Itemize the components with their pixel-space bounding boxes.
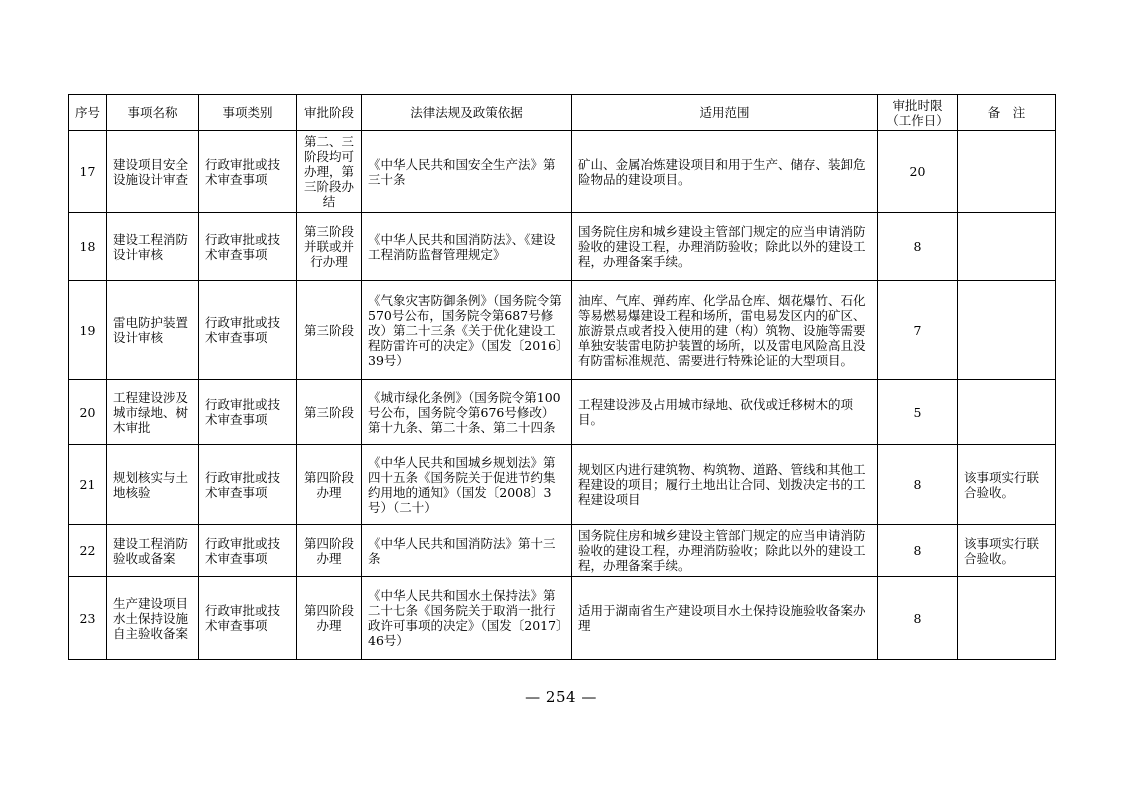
cell-name: 工程建设涉及城市绿地、树木审批 bbox=[107, 380, 199, 445]
cell-category: 行政审批或技术审查事项 bbox=[199, 281, 297, 380]
cell-time: 8 bbox=[878, 577, 958, 660]
table-row bbox=[69, 525, 1056, 577]
cell-time: 8 bbox=[878, 525, 958, 577]
header-basis: 法律法规及政策依据 bbox=[362, 95, 572, 131]
cell-seq: 23 bbox=[69, 577, 107, 660]
table-row bbox=[69, 445, 1056, 525]
cell-notes bbox=[958, 213, 1056, 281]
cell-category: 行政审批或技术审查事项 bbox=[199, 380, 297, 445]
cell-time: 5 bbox=[878, 380, 958, 445]
cell-notes bbox=[958, 380, 1056, 445]
cell-stage: 第三阶段 bbox=[297, 380, 362, 445]
cell-basis: 《中华人民共和国水土保持法》第二十七条《国务院关于取消一批行政许可事项的决定》（国发〔2017〕46号） bbox=[362, 577, 572, 660]
cell-name: 规划核实与土地核验 bbox=[107, 445, 199, 525]
cell-basis: 《中华人民共和国消防法》、《建设工程消防监督管理规定》 bbox=[362, 213, 572, 281]
cell-scope: 国务院住房和城乡建设主管部门规定的应当申请消防验收的建设工程，办理消防验收；除此以外的建设工程，办理备案手续。 bbox=[572, 525, 878, 577]
cell-name: 建设工程消防设计审核 bbox=[107, 213, 199, 281]
table-row bbox=[69, 380, 1056, 445]
cell-scope: 油库、气库、弹药库、化学品仓库、烟花爆竹、石化等易燃易爆建设工程和场所，雷电易发区内的矿区、旅游景点或者投入使用的建（构）筑物、设施等需要单独安装雷电防护装置的场所，以及雷电风险高且没有防雷标准规范、需要进行特殊论证的大型项目。 bbox=[572, 281, 878, 380]
cell-stage: 第二、三阶段均可办理，第三阶段办结 bbox=[297, 131, 362, 213]
cell-basis: 《城市绿化条例》（国务院令第100号公布，国务院令第676号修改）第十九条、第二十条、第二十四条 bbox=[362, 380, 572, 445]
cell-category: 行政审批或技术审查事项 bbox=[199, 525, 297, 577]
cell-stage: 第三阶段 bbox=[297, 281, 362, 380]
header-scope: 适用范围 bbox=[572, 95, 878, 131]
table-row bbox=[69, 281, 1056, 380]
cell-category: 行政审批或技术审查事项 bbox=[199, 213, 297, 281]
cell-stage: 第四阶段办理 bbox=[297, 445, 362, 525]
table-row bbox=[69, 131, 1056, 213]
cell-notes bbox=[958, 577, 1056, 660]
header-seq: 序号 bbox=[69, 95, 107, 131]
cell-time: 8 bbox=[878, 213, 958, 281]
cell-basis: 《中华人民共和国消防法》第十三条 bbox=[362, 525, 572, 577]
cell-seq: 19 bbox=[69, 281, 107, 380]
cell-seq: 22 bbox=[69, 525, 107, 577]
approval-items-table bbox=[68, 94, 1056, 660]
cell-notes: 该事项实行联合验收。 bbox=[958, 525, 1056, 577]
cell-stage: 第四阶段办理 bbox=[297, 577, 362, 660]
header-time: 审批时限（工作日） bbox=[878, 95, 958, 131]
cell-name: 雷电防护装置设计审核 bbox=[107, 281, 199, 380]
cell-time: 20 bbox=[878, 131, 958, 213]
header-notes: 备 注 bbox=[958, 95, 1056, 131]
header-stage: 审批阶段 bbox=[297, 95, 362, 131]
cell-notes: 该事项实行联合验收。 bbox=[958, 445, 1056, 525]
cell-category: 行政审批或技术审查事项 bbox=[199, 131, 297, 213]
cell-seq: 18 bbox=[69, 213, 107, 281]
cell-notes bbox=[958, 131, 1056, 213]
cell-time: 7 bbox=[878, 281, 958, 380]
header-name: 事项名称 bbox=[107, 95, 199, 131]
cell-category: 行政审批或技术审查事项 bbox=[199, 445, 297, 525]
cell-scope: 工程建设涉及占用城市绿地、砍伐或迁移树木的项目。 bbox=[572, 380, 878, 445]
cell-name: 建设项目安全设施设计审查 bbox=[107, 131, 199, 213]
cell-basis: 《中华人民共和国安全生产法》第三十条 bbox=[362, 131, 572, 213]
page-number: — 254 — bbox=[525, 688, 597, 706]
cell-seq: 21 bbox=[69, 445, 107, 525]
cell-scope: 矿山、金属冶炼建设项目和用于生产、储存、装卸危险物品的建设项目。 bbox=[572, 131, 878, 213]
cell-stage: 第四阶段办理 bbox=[297, 525, 362, 577]
table-row bbox=[69, 577, 1056, 660]
table-header-row bbox=[69, 95, 1056, 131]
header-category: 事项类别 bbox=[199, 95, 297, 131]
cell-name: 建设工程消防验收或备案 bbox=[107, 525, 199, 577]
cell-seq: 17 bbox=[69, 131, 107, 213]
cell-basis: 《中华人民共和国城乡规划法》第四十五条《国务院关于促进节约集约用地的通知》（国发〔2008〕3号）（二十） bbox=[362, 445, 572, 525]
cell-scope: 国务院住房和城乡建设主管部门规定的应当申请消防验收的建设工程，办理消防验收；除此以外的建设工程，办理备案手续。 bbox=[572, 213, 878, 281]
cell-category: 行政审批或技术审查事项 bbox=[199, 577, 297, 660]
cell-scope: 规划区内进行建筑物、构筑物、道路、管线和其他工程建设的项目；履行土地出让合同、划拨决定书的工程建设项目 bbox=[572, 445, 878, 525]
cell-time: 8 bbox=[878, 445, 958, 525]
table-row bbox=[69, 213, 1056, 281]
cell-notes bbox=[958, 281, 1056, 380]
cell-basis: 《气象灾害防御条例》（国务院令第570号公布，国务院令第687号修改）第二十三条《关于优化建设工程防雷许可的决定》（国发〔2016〕39号） bbox=[362, 281, 572, 380]
cell-name: 生产建设项目水土保持设施自主验收备案 bbox=[107, 577, 199, 660]
cell-seq: 20 bbox=[69, 380, 107, 445]
cell-stage: 第三阶段并联或并行办理 bbox=[297, 213, 362, 281]
cell-scope: 适用于湖南省生产建设项目水土保持设施验收备案办理 bbox=[572, 577, 878, 660]
